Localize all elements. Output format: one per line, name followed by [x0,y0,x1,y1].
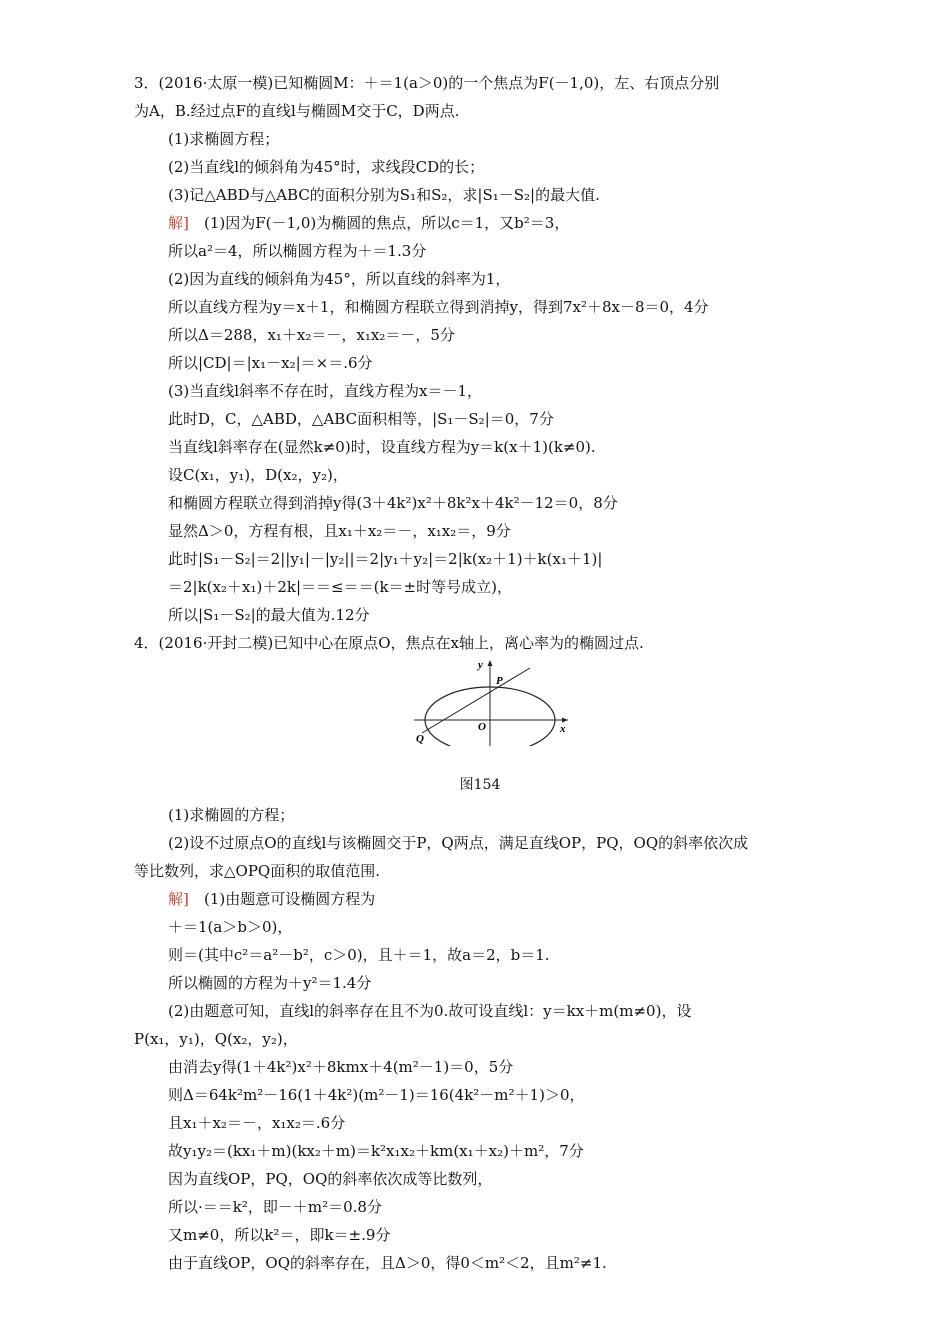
problem-3-part-3: (3)记△ABD与△ABC的面积分别为S₁和S₂，求|S₁－S₂|的最大值. [168,186,600,204]
solution-3-line: 设C(x₁，y₁)，D(x₂，y₂)， [168,466,348,484]
solution-4-line: P(x₁，y₁)，Q(x₂，y₂)， [134,1030,298,1048]
ellipse-diagram [410,656,570,746]
solution-tag: 解] [168,890,189,908]
problem-4-part-2: (2)设不过原点O的直线l与该椭圆交于P，Q两点，满足直线OP，PQ，OQ的斜率依次成 [168,834,749,852]
solution-4-line: 且x₁＋x₂＝－，x₁x₂＝.6分 [168,1114,346,1132]
solution-tag: 解] [168,214,189,232]
solution-3-line: 当直线l斜率存在(显然k≠0)时，设直线方程为y＝k(x＋1)(k≠0). [168,438,596,456]
problem-3-part-2: (2)当直线l的倾斜角为45°时，求线段CD的长； [168,158,485,176]
solution-4-line: 由消去y得(1＋4k²)x²＋8kmx＋4(m²－1)＝0，5分 [168,1058,514,1076]
solution-3-line: 所以|CD|＝|x₁－x₂|＝×＝.6分 [168,354,373,372]
problem-3-part-1: (1)求椭圆方程； [168,130,280,148]
figure-caption: 图154 [459,777,501,793]
solution-3-line: 所以|S₁－S₂|的最大值为.12分 [168,606,370,624]
problem-4-part-1: (1)求椭圆的方程； [168,806,295,824]
solution-4-line: 因为直线OP，PQ，OQ的斜率依次成等比数列， [168,1170,493,1188]
solution-3-header: 解] (1)因为F(－1,0)为椭圆的焦点，所以c＝1，又b²＝3， [168,209,848,237]
solution-3-line: 所以a²＝4，所以椭圆方程为＋＝1.3分 [168,242,427,260]
solution-3-line: 此时|S₁－S₂|＝2||y₁|－|y₂||＝2|y₁＋y₂|＝2|k(x₂＋1)＋k(x₁＋1)| [168,550,603,568]
solution-4-line: 又m≠0，所以k²＝，即k＝±.9分 [168,1226,391,1244]
solution-4-line: (2)由题意可知，直线l的斜率存在且不为0.故可设直线l：y＝kx＋m(m≠0)，设 [168,1002,692,1020]
problem-3-statement-line-1: 3．(2016·太原一模)已知椭圆M：＋＝1(a＞0)的一个焦点为F(－1,0)，左、右顶点分别 [134,74,720,92]
problem-4-statement: 4．(2016·开封二模)已知中心在原点O，焦点在x轴上，离心率为的椭圆过点. [134,634,644,652]
solution-3-line: ＝2|k(x₂＋x₁)＋2k|＝＝≤＝＝(k＝±时等号成立)， [168,578,512,596]
x-axis-label: x [560,723,566,735]
solution-3-line: 此时D，C，△ABD，△ABC面积相等，|S₁－S₂|＝0，7分 [168,410,554,428]
problem-3-statement-line-2: 为A，B.经过点F的直线l与椭圆M交于C，D两点. [134,102,460,120]
solution-4-header: 解] (1)由题意可设椭圆方程为 [168,885,848,913]
solution-3-line: 显然Δ＞0，方程有根，且x₁＋x₂＝－，x₁x₂＝，9分 [168,522,511,540]
solution-4-line: 所以椭圆的方程为＋y²＝1.4分 [168,974,372,992]
solution-4-line: ＋＝1(a＞b＞0)， [168,918,293,936]
solution-4-line: 则Δ＝64k²m²－16(1＋4k²)(m²－1)＝16(4k²－m²＋1)＞0， [168,1086,585,1104]
x-axis-arrow [562,718,568,723]
ellipse-figure [410,656,570,746]
solution-4-line: 由于直线OP，OQ的斜率存在，且Δ＞0，得0＜m²＜2，且m²≠1. [168,1254,607,1272]
problem-4-part-2-cont: 等比数列，求△OPQ面积的取值范围. [134,862,380,880]
solution-3-line: (2)因为直线的倾斜角为45°，所以直线的斜率为1， [168,270,511,288]
solution-4-line: 则＝(其中c²＝a²－b²，c＞0)，且＋＝1，故a＝2，b＝1. [168,946,550,964]
y-axis-label: y [478,659,483,671]
solution-3-line: (3)当直线l斜率不存在时，直线方程为x＝－1， [168,382,483,400]
solution-3-line: 和椭圆方程联立得到消掉y得(3＋4k²)x²＋8k²x＋4k²－12＝0，8分 [168,494,618,512]
solution-4-line: 所以·＝＝k²，即－＋m²＝0.8分 [168,1198,382,1216]
origin-label: O [478,721,486,733]
solution-4-line: 故y₁y₂＝(kx₁＋m)(kx₂＋m)＝k²x₁x₂＋km(x₁＋x₂)＋m²，7分 [168,1142,584,1160]
solution-3-line: 所以Δ＝288，x₁＋x₂＝－，x₁x₂＝－，5分 [168,326,455,344]
y-axis-arrow [488,660,493,666]
point-q-label: Q [416,733,424,745]
point-p-label: P [496,675,503,687]
solution-3-line: 所以直线方程为y＝x＋1，和椭圆方程联立得到消掉y，得到7x²＋8x－8＝0，4分 [168,298,709,316]
